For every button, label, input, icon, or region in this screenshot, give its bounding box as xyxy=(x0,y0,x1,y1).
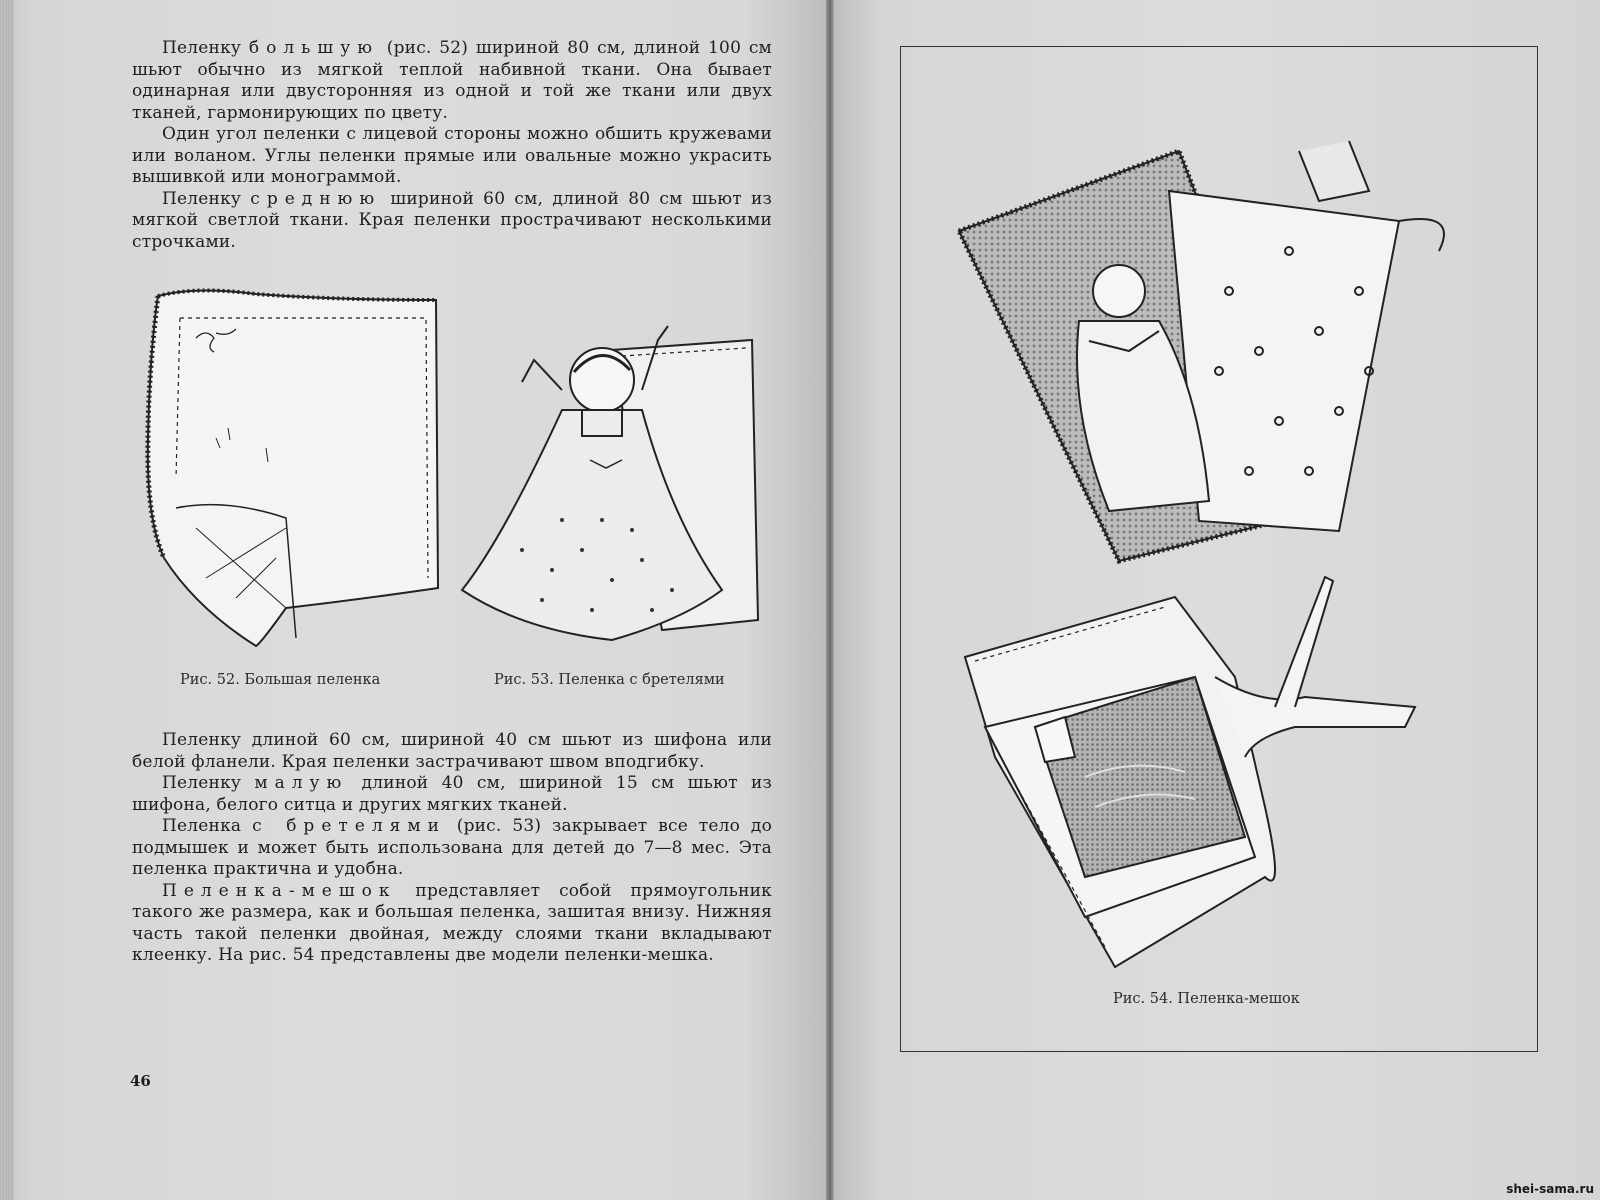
figure-54-upper-illustration xyxy=(959,91,1479,591)
top-text-block xyxy=(132,38,772,253)
paragraph-corner-decoration: Один угол пеленки с лицевой стороны можно обшить кружевами или воланом. Углы пеленки прямые или овальные можно украсить вышивкой или монограммой. xyxy=(132,124,772,187)
figure-53-illustration xyxy=(462,320,762,640)
page-edge-stack xyxy=(0,0,14,1200)
paragraph-sack-diaper: Пеленка-мешок представляет собой прямоугольник такого же размера, как и большая пеленка, зашитая внизу. Нижняя часть такой пеленки двойная, между слоями ткани вкладывают клеенку. На рис. 54 представлены две модели пеленки-мешка. xyxy=(132,880,772,965)
caption-figure-54: Рис. 54. Пеленка-мешок xyxy=(1113,991,1300,1007)
paragraph-small-diaper: Пеленку малую длиной 40 см, шириной 15 см шьют из шифона, белого ситца и других мягких тканей. xyxy=(132,773,772,815)
figure-54-frame xyxy=(900,46,1538,1052)
paragraph-strap-diaper: Пеленка с бретелями (рис. 53) закрывает все тело до подмышек и может быть использована для детей до 7—8 мес. Эта пеленка практична и удобна. xyxy=(132,816,773,879)
figure-54-lower-illustration xyxy=(965,577,1445,967)
watermark: shei-sama.ru xyxy=(1506,1182,1594,1196)
paragraph-chiffon-diaper: Пеленку длиной 60 см, шириной 40 см шьют из шифона или белой фланели. Края пеленки застрачивают швом вподгибку. xyxy=(132,730,772,772)
paragraph-large-diaper: Пеленку большую (рис. 52) шириной 80 см, длиной 100 см шьют обычно из мягкой теплой набивной ткани. Она бывает одинарная или двусторонняя из одной и той же ткани или двух тканей, гармонирующих по цвету. xyxy=(132,38,772,123)
bottom-text-block xyxy=(132,730,772,967)
caption-figure-52: Рис. 52. Большая пеленка xyxy=(180,672,381,688)
paragraph-medium-diaper: Пеленку среднюю шириной 60 см, длиной 80 см шьют из мягкой светлой ткани. Края пеленки прострачивают несколькими строчками. xyxy=(132,188,772,252)
page-number: 46 xyxy=(130,1072,151,1090)
figure-52-illustration xyxy=(136,278,456,658)
book-gutter xyxy=(826,0,834,1200)
caption-figure-53: Рис. 53. Пеленка с бретелями xyxy=(494,672,725,688)
